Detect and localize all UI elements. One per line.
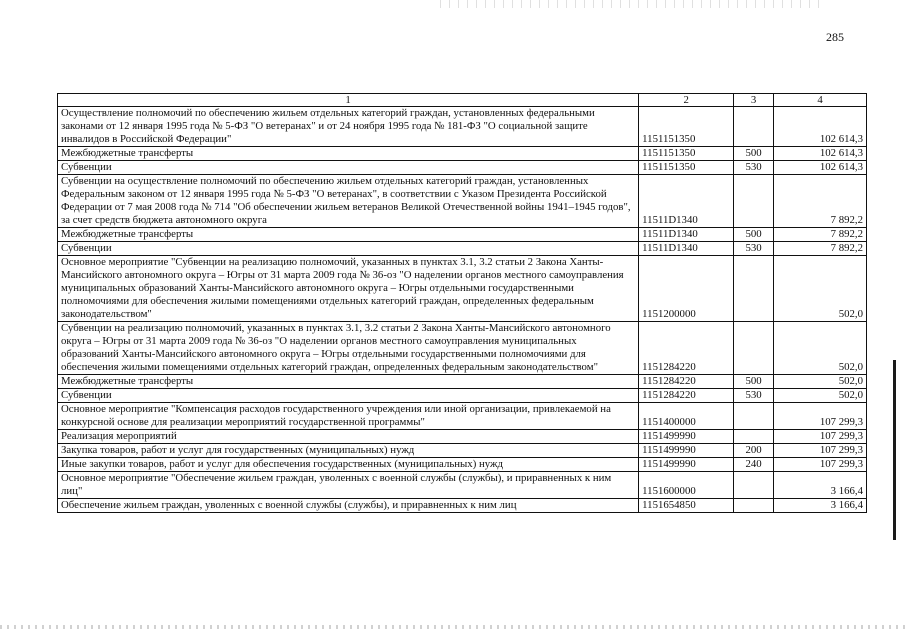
table-row <box>58 472 867 499</box>
column-header-name: 1 <box>58 94 639 107</box>
row-vr-cell: 530 <box>734 389 774 403</box>
row-sum-cell: 102 614,3 <box>774 161 867 175</box>
row-code-cell: 1151284220 <box>639 375 734 389</box>
row-vr-cell <box>734 430 774 444</box>
row-name-cell: Закупка товаров, работ и услуг для государственных (муниципальных) нужд <box>58 444 639 458</box>
row-vr-cell: 500 <box>734 228 774 242</box>
row-sum-cell: 502,0 <box>774 389 867 403</box>
table-row <box>58 444 867 458</box>
row-name-cell: Основное мероприятие "Компенсация расходов государственного учреждения или иной организации, привлекаемой на конкурсной основе для реализации мероприятий государственной программы" <box>58 403 639 430</box>
row-code-cell: 1151200000 <box>639 256 734 322</box>
table-row <box>58 242 867 256</box>
table-row <box>58 147 867 161</box>
row-sum-cell: 502,0 <box>774 375 867 389</box>
row-vr-cell: 500 <box>734 375 774 389</box>
row-code-cell: 11511D1340 <box>639 175 734 228</box>
row-sum-cell: 7 892,2 <box>774 175 867 228</box>
row-name-cell: Субвенции на осуществление полномочий по обеспечению жильем отдельных категорий граждан, установленных Федеральным законом от 12 января 1995 года № 5-ФЗ "О ветеранах", в соответствии с Указом Президента Российской Федерации от 7 мая 2008 года № 714 "Об обеспечении жильем ветеранов Великой Отечественной войны 1941–1945 годов", за счет средств бюджета автономного округа <box>58 175 639 228</box>
row-name-cell: Субвенции на реализацию полномочий, указанных в пунктах 3.1, 3.2 статьи 2 Закона Ханты-Мансийского автономного округа – Югры от 31 марта 2009 года № 36-оз "О наделении органов местного самоуправления муниципальных образований Ханты-Мансийского автономного округа – Югры отдельными государственными полномочиями для обеспечения жилыми помещениями отдельных категорий граждан, определенных федеральным законодательством" <box>58 322 639 375</box>
row-sum-cell: 102 614,3 <box>774 147 867 161</box>
row-sum-cell: 502,0 <box>774 322 867 375</box>
table-header-row <box>58 94 867 107</box>
row-sum-cell: 107 299,3 <box>774 458 867 472</box>
table-row <box>58 389 867 403</box>
row-sum-cell: 107 299,3 <box>774 430 867 444</box>
table-row <box>58 403 867 430</box>
row-name-cell: Обеспечение жильем граждан, уволенных с военной службы (службы), и приравненных к ним лиц <box>58 499 639 513</box>
row-vr-cell <box>734 175 774 228</box>
row-vr-cell: 240 <box>734 458 774 472</box>
row-code-cell: 1151151350 <box>639 107 734 147</box>
row-name-cell: Субвенции <box>58 161 639 175</box>
table-row <box>58 458 867 472</box>
table-row <box>58 375 867 389</box>
row-vr-cell: 530 <box>734 161 774 175</box>
row-code-cell: 1151151350 <box>639 147 734 161</box>
column-header-vr: 3 <box>734 94 774 107</box>
table-row <box>58 430 867 444</box>
row-code-cell: 1151600000 <box>639 472 734 499</box>
row-sum-cell: 7 892,2 <box>774 242 867 256</box>
row-vr-cell: 500 <box>734 147 774 161</box>
row-sum-cell: 107 299,3 <box>774 403 867 430</box>
scan-artifact-top <box>440 0 820 8</box>
row-code-cell: 1151151350 <box>639 161 734 175</box>
row-code-cell: 1151499990 <box>639 444 734 458</box>
row-sum-cell: 3 166,4 <box>774 472 867 499</box>
row-sum-cell: 502,0 <box>774 256 867 322</box>
table-row <box>58 256 867 322</box>
table-row <box>58 107 867 147</box>
row-sum-cell: 7 892,2 <box>774 228 867 242</box>
row-name-cell: Основное мероприятие "Обеспечение жильем граждан, уволенных с военной службы (службы), и приравненных к ним лиц" <box>58 472 639 499</box>
row-code-cell: 1151284220 <box>639 322 734 375</box>
row-code-cell: 1151499990 <box>639 430 734 444</box>
row-vr-cell <box>734 322 774 375</box>
table-row <box>58 322 867 375</box>
row-vr-cell <box>734 499 774 513</box>
budget-table <box>57 93 867 513</box>
row-code-cell: 1151499990 <box>639 458 734 472</box>
row-sum-cell: 107 299,3 <box>774 444 867 458</box>
scan-artifact-bottom <box>0 625 905 629</box>
row-vr-cell: 530 <box>734 242 774 256</box>
row-code-cell: 1151654850 <box>639 499 734 513</box>
table-row <box>58 499 867 513</box>
row-vr-cell <box>734 403 774 430</box>
row-name-cell: Межбюджетные трансферты <box>58 228 639 242</box>
table-row <box>58 175 867 228</box>
row-code-cell: 11511D1340 <box>639 228 734 242</box>
column-header-sum: 4 <box>774 94 867 107</box>
row-vr-cell <box>734 256 774 322</box>
table-row <box>58 228 867 242</box>
page-number: 285 <box>826 30 844 44</box>
row-name-cell: Основное мероприятие "Субвенции на реализацию полномочий, указанных в пунктах 3.1, 3.2 статьи 2 Закона Ханты-Мансийского автономного округа – Югры от 31 марта 2009 года № 36-оз "О наделении органов местного самоуправления муниципальных образований Ханты-Мансийского автономного округа – Югры отдельными государственными полномочиями для обеспечения жилыми помещениями отдельных категорий граждан, определенных федеральным законодательством" <box>58 256 639 322</box>
row-name-cell: Межбюджетные трансферты <box>58 375 639 389</box>
row-name-cell: Субвенции <box>58 389 639 403</box>
scan-artifact-right <box>893 360 896 540</box>
row-code-cell: 11511D1340 <box>639 242 734 256</box>
row-code-cell: 1151284220 <box>639 389 734 403</box>
row-sum-cell: 3 166,4 <box>774 499 867 513</box>
row-vr-cell <box>734 472 774 499</box>
row-name-cell: Реализация мероприятий <box>58 430 639 444</box>
row-name-cell: Субвенции <box>58 242 639 256</box>
row-name-cell: Осуществление полномочий по обеспечению жильем отдельных категорий граждан, установленных федеральными законами от 12 января 1995 года № 5-ФЗ "О ветеранах" и от 24 ноября 1995 года № 181-ФЗ "О социальной защите инвалидов в Российской Федерации" <box>58 107 639 147</box>
table-row <box>58 161 867 175</box>
row-name-cell: Межбюджетные трансферты <box>58 147 639 161</box>
row-code-cell: 1151400000 <box>639 403 734 430</box>
budget-table-body <box>58 94 867 513</box>
row-name-cell: Иные закупки товаров, работ и услуг для обеспечения государственных (муниципальных) нужд <box>58 458 639 472</box>
row-vr-cell <box>734 107 774 147</box>
row-vr-cell: 200 <box>734 444 774 458</box>
row-sum-cell: 102 614,3 <box>774 107 867 147</box>
column-header-code: 2 <box>639 94 734 107</box>
